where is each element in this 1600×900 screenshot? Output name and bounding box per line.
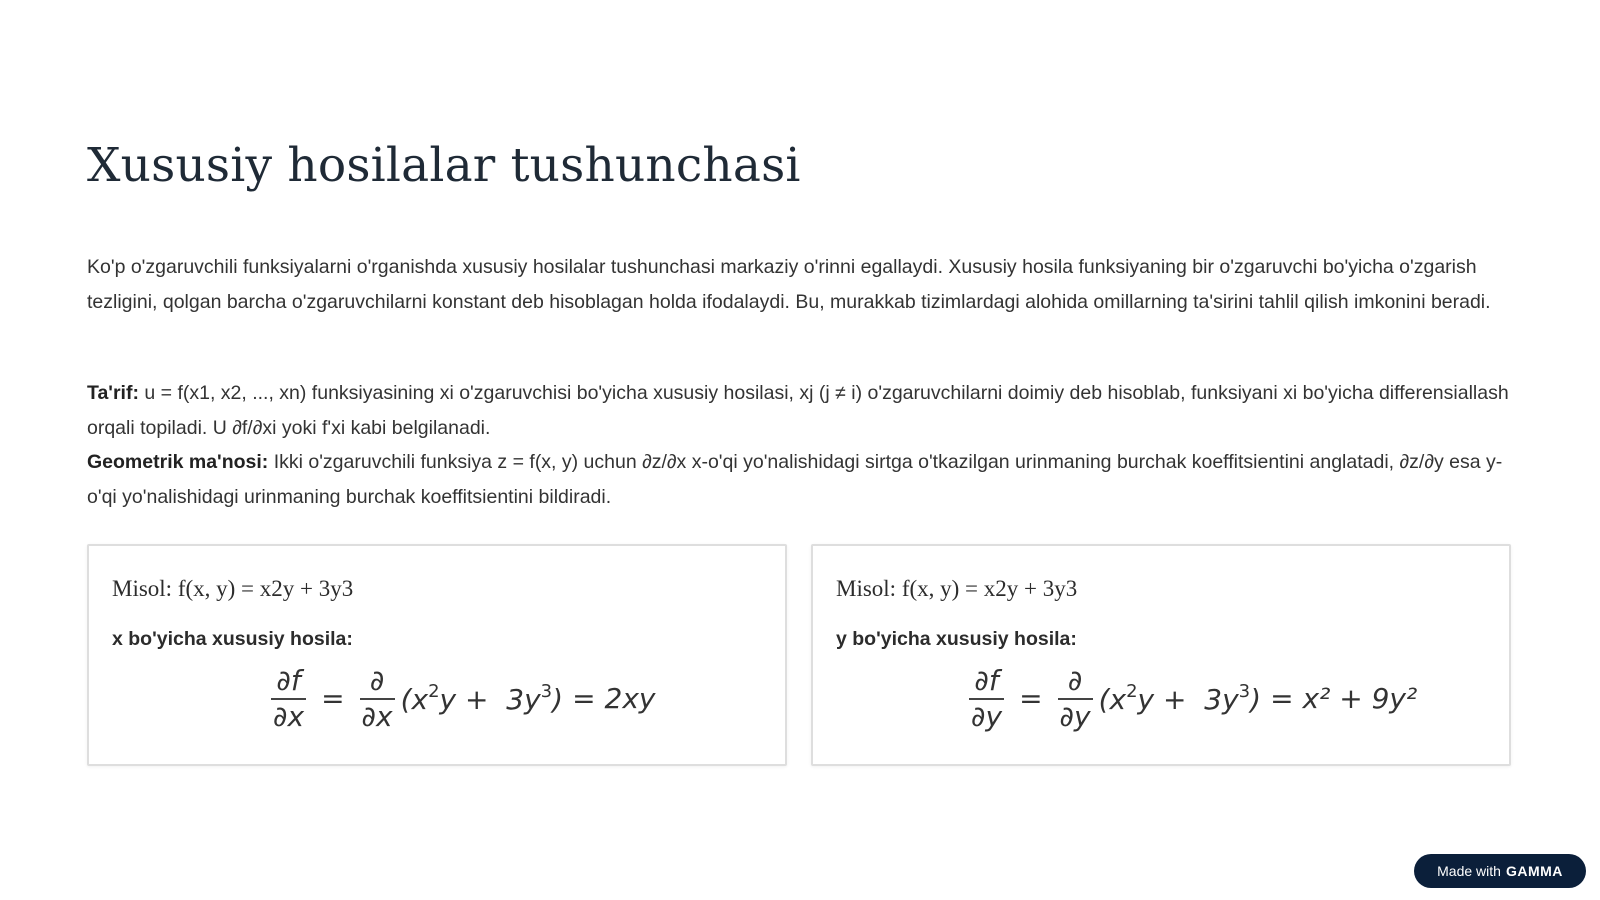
operator-denominator: ∂x bbox=[361, 699, 393, 733]
definition-label: Ta'rif: bbox=[87, 382, 139, 404]
lhs-numerator: ∂f bbox=[974, 664, 999, 697]
example-heading: Misol: f(x, y) = x2y + 3y3 bbox=[112, 576, 354, 601]
operator-numerator: ∂ bbox=[369, 664, 385, 697]
intro-paragraph: Ko'p o'zgaruvchili funksiyalarni o'rganishda xususiy hosilalar tushunchasi markaziy o'rinni egallaydi. Xususiy hosila funksiyaning bir o'zgaruvchi bo'yicha o'zgarish tezligini, qolgan barcha o'zgaruvchilarni konstant deb hisoblagan holda ifodalaydi. Bu, murakkab tizimlardagi alohida omillarning ta'sirini tahlil qilish imkonini beradi. bbox=[87, 256, 1491, 313]
gamma-logo: GAMMA bbox=[1505, 863, 1563, 879]
derivative-formula-x bbox=[265, 664, 656, 734]
example-card-x bbox=[87, 544, 787, 766]
equals-sign: = bbox=[1270, 682, 1294, 716]
geometric-text: Ikki o'zgaruvchili funksiya z = f(x, y) uchun ∂z/∂x x-o'qi yo'nalishidagi sirtga o'tkazilgan urinmaning burchak koeffitsientini anglatadi, ∂z/∂y esa y-o'qi yo'nalishidagi urinmaning burchak koeffitsientini bildiradi. bbox=[87, 451, 1503, 508]
operator-denominator: ∂y bbox=[1059, 699, 1091, 733]
equals-sign: = bbox=[321, 682, 345, 716]
derivative-label: y bo'yicha xususiy hosila: bbox=[836, 628, 1077, 650]
derivative-label: x bo'yicha xususiy hosila: bbox=[112, 628, 353, 650]
made-with-gamma-badge[interactable] bbox=[1414, 854, 1586, 888]
function-expression: $(x^2y + 3y^3)$ bbox=[1098, 681, 1262, 717]
definition-text: u = f(x1, x2, ..., xn) funksiyasining xi o'zgaruvchisi bo'yicha xususiy hosilasi, xj (j ≠ i) o'zgaruvchilarni doimiy deb hisoblab, funksiyani xi bo'yicha differensiallash orqali topiladi. U ∂f/∂xi yoki f'xi kabi belgilanadi. bbox=[87, 382, 1509, 439]
example-card-y bbox=[811, 544, 1511, 766]
equals-sign: = bbox=[572, 682, 596, 716]
operator-fraction bbox=[360, 664, 395, 734]
badge-prefix: Made with bbox=[1437, 863, 1501, 879]
equals-sign: = bbox=[1019, 682, 1043, 716]
definition-block bbox=[87, 376, 1517, 514]
function-expression: $(x^2y + 3y^3)$ bbox=[400, 681, 564, 717]
derivative-result: 2xy bbox=[604, 682, 656, 716]
operator-numerator: ∂ bbox=[1067, 664, 1083, 697]
lhs-fraction bbox=[969, 664, 1004, 734]
lhs-denominator: ∂x bbox=[273, 699, 305, 733]
page-title: Xususiy hosilalar tushunchasi bbox=[87, 138, 801, 193]
derivative-result: x² + 9y² bbox=[1302, 682, 1418, 716]
lhs-numerator: ∂f bbox=[276, 664, 301, 697]
geometric-label: Geometrik ma'nosi: bbox=[87, 451, 269, 473]
lhs-fraction bbox=[271, 664, 306, 734]
example-heading: Misol: f(x, y) = x2y + 3y3 bbox=[836, 576, 1078, 601]
derivative-formula-y bbox=[963, 664, 1417, 734]
lhs-denominator: ∂y bbox=[971, 699, 1003, 733]
operator-fraction bbox=[1058, 664, 1093, 734]
